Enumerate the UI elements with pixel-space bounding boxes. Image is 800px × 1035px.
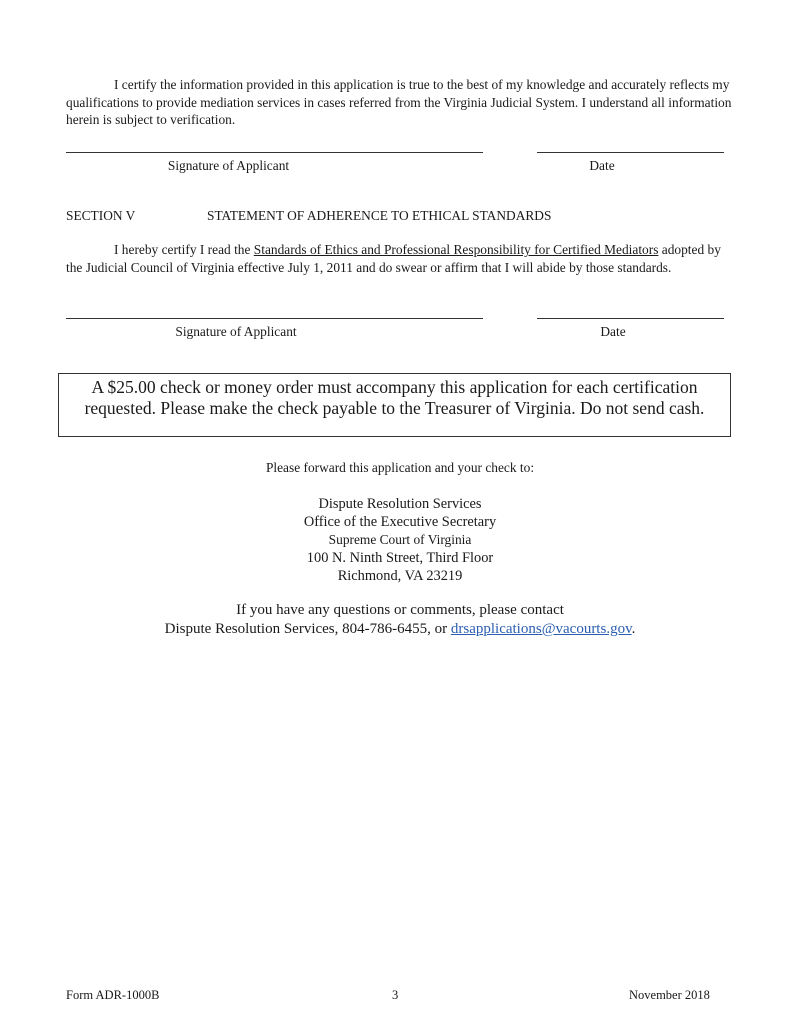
- section-number: SECTION V: [66, 208, 136, 223]
- address-line: Dispute Resolution Services: [318, 496, 482, 512]
- fee-notice-text: A $25.00 check or money order must accompany this application for each certification requested. Please make the check payable to the Treasurer of Virginia. Do not send cash.: [84, 377, 705, 418]
- certification-paragraph: [66, 76, 736, 129]
- contact-suffix: .: [631, 621, 636, 637]
- email-link[interactable]: drsapplications@vacourts.gov: [450, 621, 632, 637]
- section-title: STATEMENT OF ADHERENCE TO ETHICAL STANDARDS: [207, 208, 552, 223]
- fee-notice-box: [58, 373, 731, 437]
- ethics-paragraph: [66, 241, 736, 276]
- mailing-address: [0, 495, 800, 585]
- date-line: [537, 318, 724, 319]
- signature-label: Signature of Applicant: [175, 324, 297, 339]
- ethics-text-after: adopted by the Judicial Council of Virginia effective July 1, 2011 and do swear or affirm that I will abide by those standards.: [66, 242, 721, 275]
- contact-info: [0, 601, 800, 639]
- signature-line: [66, 152, 483, 153]
- form-date: November 2018: [629, 988, 710, 1002]
- forward-instruction: Please forward this application and your check to:: [265, 460, 535, 475]
- form-id: Form ADR-1000B: [66, 988, 160, 1002]
- contact-line: [0, 620, 800, 639]
- standards-title: Standards of Ethics and Professional Responsibility for Certified Mediators: [253, 242, 659, 257]
- address-line: Richmond, VA 23219: [337, 568, 463, 584]
- date-label: Date: [600, 324, 626, 339]
- date-label: Date: [589, 158, 615, 173]
- signature-line: [66, 318, 483, 319]
- contact-prefix: Dispute Resolution Services, 804-786-6455, or: [164, 621, 451, 637]
- certification-text: I certify the information provided in this application is true to the best of my knowledge and accurately reflects my qualifications to provide mediation services in cases referred from the Virginia Judicial System. I understand all information herein is subject to verification.: [66, 77, 732, 127]
- address-line: Office of the Executive Secretary: [303, 514, 497, 530]
- ethics-text-before: I hereby certify I read the: [114, 242, 254, 257]
- date-line: [537, 152, 724, 153]
- contact-line: If you have any questions or comments, please contact: [236, 602, 564, 618]
- signature-label: Signature of Applicant: [167, 158, 290, 173]
- address-line: Supreme Court of Virginia: [328, 532, 472, 547]
- page-number: 3: [392, 988, 399, 1002]
- address-line: 100 N. Ninth Street, Third Floor: [306, 550, 494, 566]
